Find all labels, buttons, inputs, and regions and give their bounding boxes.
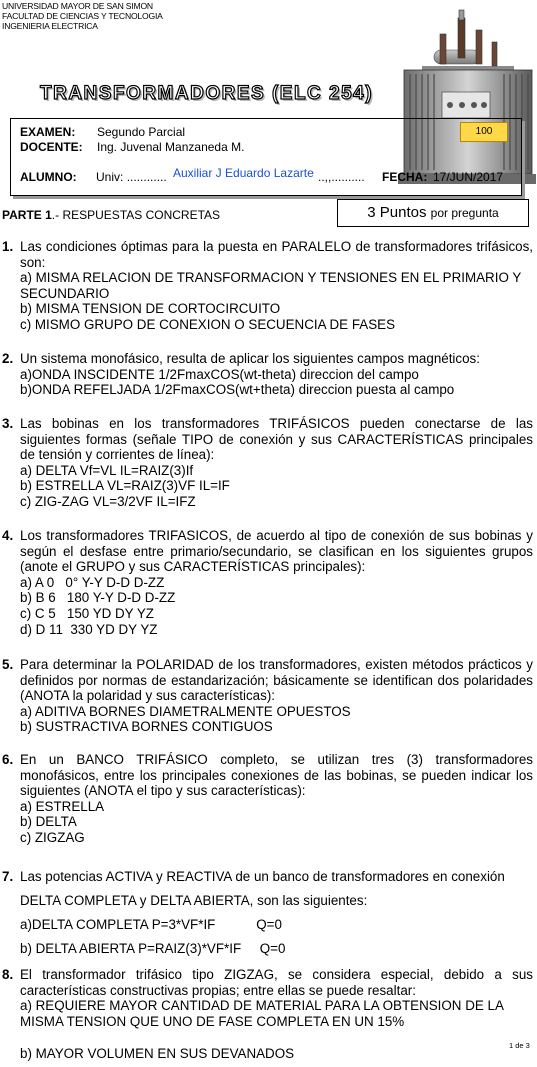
student-name: Auxiliar J Eduardo Lazarte <box>173 166 314 180</box>
date-value: 17/JUN/2017 <box>433 170 504 184</box>
question-stem: Para determinar la POLARIDAD de los transformadores, existen métodos prácticos y definidos por normas de estandarización; básicamente se identifican dos polaridades (ANOTA la polaridad y sus características): <box>20 657 533 704</box>
exam-value: Segundo Parcial <box>97 125 186 139</box>
question-number: 6. <box>2 752 14 767</box>
question-stem: En un BANCO TRIFÁSICO completo, se utilizan tres (3) transformadores monofásicos, entre los principales conexiones de las bobinas, se pueden indicar los siguientes (ANOTA el tipo y sus características): <box>20 752 533 799</box>
answer-line: d) D 11 330 YD DY YZ <box>20 621 158 637</box>
score-badge: 100 <box>460 122 508 142</box>
answer-line: b) MISMA TENSION DE CORTOCIRCUITO <box>20 301 281 317</box>
question-number: 4. <box>2 528 14 543</box>
question-number: 1. <box>2 239 14 254</box>
answer-line: b) DELTA ABIERTA P=RAIZ(3)*VF*IF Q=0 <box>20 941 286 956</box>
answer-line: a)DELTA COMPLETA P=3*VF*IF Q=0 <box>20 917 282 932</box>
answer-line: a) ADITIVA BORNES DIAMETRALMENTE OPUESTOS <box>20 703 351 719</box>
answer-line: b) MAYOR VOLUMEN EN SUS DEVANADOS <box>20 1046 295 1061</box>
answer-line: a)ONDA INSCIDENTE 1/2FmaxCOS(wt-theta) direccion del campo <box>20 366 419 382</box>
answer-line: c) ZIGZAG <box>20 829 85 845</box>
question-number: 7. <box>2 869 14 884</box>
question-stem: Las condiciones óptimas para la puesta en PARALELO de transformadores trifásicos, son: <box>20 239 533 270</box>
question-stem: Las potencias ACTIVA y REACTIVA de un banco de transformadores en conexión <box>20 869 505 884</box>
question-7 <box>2 865 533 961</box>
question-4 <box>2 528 533 637</box>
answer-line: a) DELTA Vf=VL IL=RAIZ(3)If <box>20 462 194 478</box>
question-stem: Las bobinas en los transformadores TRIFÁSICOS pueden conectarse de las siguientes formas (señale TIPO de conexión y sus CARACTERÍSTICAS principales de tensión y corrientes de línea): <box>20 416 533 463</box>
question-2 <box>2 351 533 398</box>
answer-line: b) SUSTRACTIVA BORNES CONTIGUOS <box>20 719 273 735</box>
univ-label: Univ: <box>96 170 124 184</box>
question-number: 3. <box>2 416 14 431</box>
points-sub: por pregunta <box>430 206 499 220</box>
student-label: ALUMNO: <box>20 170 77 184</box>
answer-line: a) A 0 0° Y-Y D-D D-ZZ <box>20 574 165 590</box>
answer-line: a) ESTRELLA <box>20 798 105 814</box>
section-label: PARTE 1 <box>2 208 52 222</box>
answer-line: b) DELTA <box>20 814 77 830</box>
teacher-label: DOCENTE: <box>20 140 83 154</box>
question-stem: Los transformadores TRIFASICOS, de acuerdo al tipo de conexión de sus bobinas y según el desfase entre primario/secundario, se clasifican en los siguientes grupos (anote el GRUPO y sus CARACTERÍSTICAS principales): <box>20 528 533 575</box>
question-stem: Un sistema monofásico, resulta de aplicar los siguientes campos magnéticos: <box>20 351 480 366</box>
points-main: 3 Puntos <box>367 204 427 221</box>
answer-line: b)ONDA REFELJADA 1/2FmaxCOS(wt+theta) direccion puesta al campo <box>20 382 455 398</box>
page-number: 1 de 3 <box>509 1041 530 1050</box>
answer-line: b) B 6 180 Y-Y D-D D-ZZ <box>20 590 176 606</box>
question-6 <box>2 752 533 846</box>
question-3 <box>2 416 533 510</box>
answer-line: b) ESTRELLA VL=RAIZ(3)VF IL=IF <box>20 478 230 494</box>
institution-line-1: UNIVERSIDAD MAYOR DE SAN SIMON <box>2 1 153 11</box>
section-subtitle: .- RESPUESTAS CONCRETAS <box>51 208 221 222</box>
question-stem-continued: DELTA COMPLETA y DELTA ABIERTA, son las siguientes: <box>20 893 368 908</box>
exam-header-box <box>10 118 522 196</box>
question-number: 2. <box>2 351 14 366</box>
question-5 <box>2 657 533 735</box>
question-stem: El transformador trifásico tipo ZIGZAG, se considera especial, debido a sus características constructivas propias; entre ellas se puede resaltar: <box>20 967 533 998</box>
section-title <box>2 208 220 222</box>
answer-line: c) ZIG-ZAG VL=3/2VF IL=IFZ <box>20 493 196 509</box>
answer-line: a) MISMA RELACION DE TRANSFORMACION Y TENSIONES EN EL PRIMARIO Y SECUNDARIO <box>20 270 522 301</box>
question-1 <box>2 239 533 333</box>
question-8 <box>2 967 533 1029</box>
answer-line: c) MISMO GRUPO DE CONEXION O SECUENCIA DE FASES <box>20 316 395 332</box>
student-dots-right: ..,,.......... <box>318 170 365 184</box>
points-box <box>337 199 529 227</box>
institution-line-2: FACULTAD DE CIENCIAS Y TECNOLOGIA <box>2 11 163 21</box>
student-field <box>96 170 167 184</box>
answer-line: c) C 5 150 YD DY YZ <box>20 605 154 621</box>
exam-label: EXAMEN: <box>20 125 76 139</box>
question-number: 5. <box>2 657 14 672</box>
answer-line: a) REQUIERE MAYOR CANTIDAD DE MATERIAL PARA LA OBTENSION DE LA MISMA TENSION QUE UNO DE FASE COMPLETA EN UN 15% <box>20 998 504 1029</box>
question-number: 8. <box>2 967 14 982</box>
date-label: FECHA: <box>382 170 428 184</box>
course-title: TRANSFORMADORES (ELC 254) <box>40 83 374 104</box>
student-dots-left: ............ <box>126 170 167 184</box>
institution-line-3: INGENIERIA ELECTRICA <box>2 21 98 31</box>
teacher-value: Ing. Juvenal Manzaneda M. <box>97 140 245 154</box>
question-8-continued <box>2 1046 533 1062</box>
